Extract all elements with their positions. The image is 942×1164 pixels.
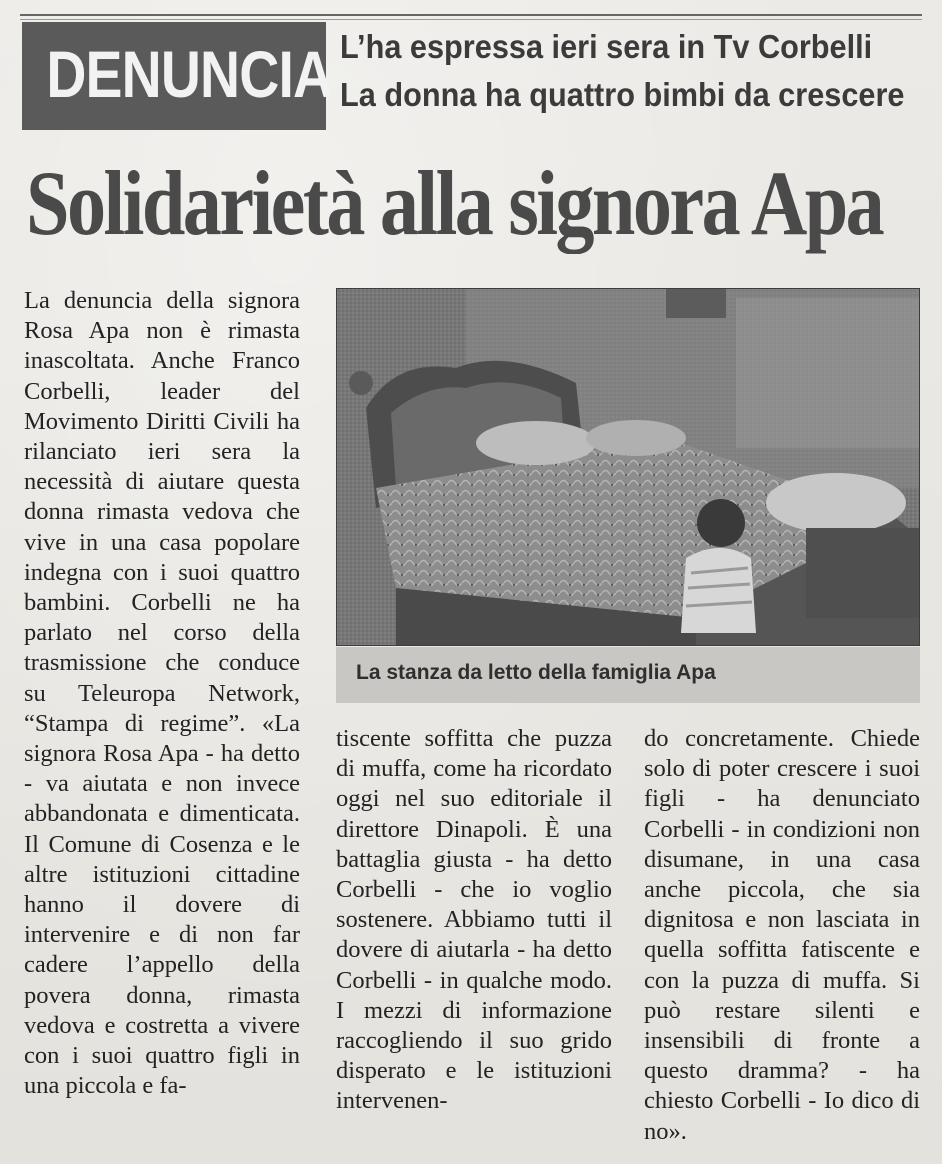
article-column-2: tiscente soffitta che puzza di muffa, come ha ricordato oggi nel suo editoriale il direttore Dinapoli. È una battaglia giusta - ha detto Corbelli - che io voglio sostenere. Abbiamo tutti il dovere di aiutarla - ha detto Corbelli - in qualche modo. I mezzi di informazione raccogliendo il suo grido disperato e le istituzioni intervenen- [336, 725, 612, 1115]
subheadline-2: La donna ha quattro bimbi da crescere [340, 76, 905, 113]
top-rule [20, 14, 922, 16]
bedroom-photo [336, 288, 920, 646]
kicker-box [22, 22, 333, 130]
headline: Solidarietà alla signora Apa [26, 152, 883, 254]
article-column-3: do concretamente. Chiede solo di poter crescere i suoi figli - ha denunciato Corbelli - in condizioni non disumane, in una casa anche piccola, che sia dignitosa e non lasciata in quella soffitta fatiscente e con la puzza di muffa. Si può restare silenti e insensibili di fronte a questo dramma? - ha chiesto Corbelli - Io dico di no». [644, 725, 920, 1145]
photo-caption-bar [336, 647, 920, 703]
top-rule-thin [20, 19, 922, 20]
photo-graphic [336, 288, 920, 646]
kicker-label: DENUNCIA [46, 37, 333, 111]
photo-caption: La stanza da letto della famiglia Apa [356, 661, 716, 684]
article-column-1: La denuncia della signora Rosa Apa non è rimasta inascoltata. Anche Franco Corbelli, leader del Movimento Diritti Civili ha rilanciato ieri sera la necessità di aiutare questa donna rimasta vedova che vive in una casa popolare indegna con i suoi quattro bambini. Corbelli ne ha parlato nel corso della trasmissione che conduce su Teleuropa Network, “Stampa di regime”. «La signora Rosa Apa - ha detto - va aiutata e non invece abbandonata e dimenticata. Il Comune di Cosenza e le altre istituzioni cittadine hanno il dovere di intervenire e di non far cadere l’appello della povera donna, rimasta vedova e costretta a vivere con i suoi quattro figli in una piccola e fa- [24, 287, 300, 1100]
subheadline-1: L’ha espressa ieri sera in Tv Corbelli [340, 28, 873, 65]
